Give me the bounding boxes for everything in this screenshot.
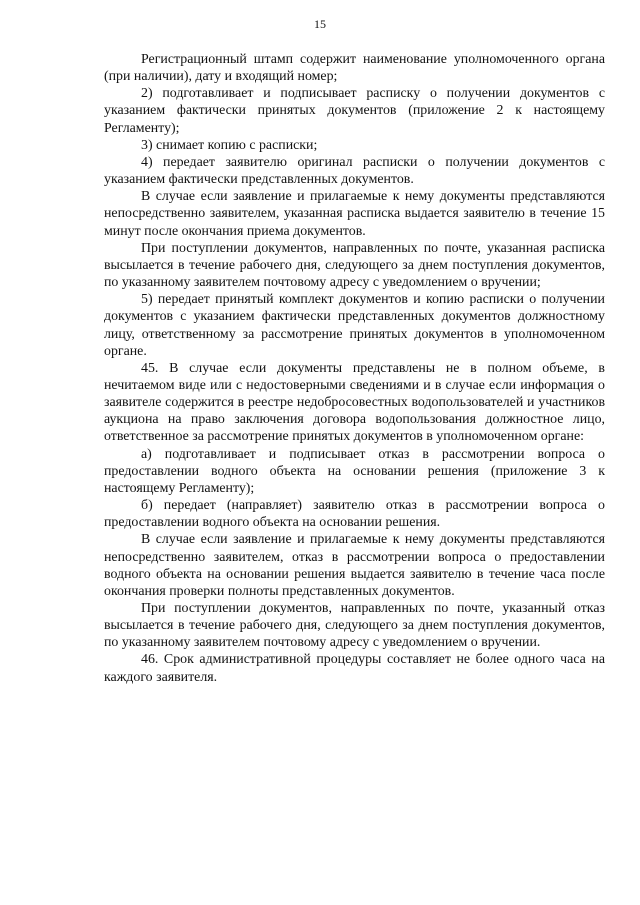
paragraph: б) передает (направляет) заявителю отказ в рассмотрении вопроса о предоставлении водного объекта на основании решения. [104,498,605,531]
paragraph: а) подготавливает и подписывает отказ в рассмотрении вопроса о предоставлении водного объекта на основании решения (приложение 3 к настоящему Регламенту); [104,446,605,496]
paragraph: 3) снимает копию с расписки; [141,137,318,153]
paragraph: При поступлении документов, направленных по почте, указанная расписка высылается в течение рабочего дня, следующего за днем поступления документов, по указанному заявителем почтовому адресу с уведомлением о вручении; [104,240,605,291]
paragraph: В случае если заявление и прилагаемые к нему документы представляются непосредственно заявителем, указанная расписка выдается заявителю в течение 15 минут после окончания приема документов. [104,189,605,239]
page-number: 15 [314,17,326,31]
paragraph: В случае если заявление и прилагаемые к нему документы представляются непосредственно заявителем, отказ в рассмотрении вопроса о предоставлении водного объекта на основании решения выдается заявителю в течение часа после окончания проверки полноты представленных документов. [104,532,605,599]
paragraph: 4) передает заявителю оригинал расписки о получении документов с указанием фактически представленных документов. [104,154,605,188]
paragraph: При поступлении документов, направленных по почте, указанный отказ высылается в течение рабочего дня, следующего за днем поступления документов, по указанному заявителем почтовому адресу с уведомлением о вручении. [104,601,605,651]
paragraph: 2) подготавливает и подписывает расписку о получении документов с указанием фактически принятых документов (приложение 2 к настоящему Регламенту); [104,86,605,136]
paragraph: Регистрационный штамп содержит наименование уполномоченного органа (при наличии), дату и входящий номер; [104,52,605,85]
paragraph: 5) передает принятый комплект документов и копию расписки о получении документов с указанием фактически представленных документов должностному лицу, ответственному за рассмотрение принятых документов в уполномоченном органе. [104,292,605,359]
document-body [104,51,605,686]
paragraph: 46. Срок административной процедуры составляет не более одного часа на каждого заявителя. [104,652,605,685]
paragraph: 45. В случае если документы представлены не в полном объеме, в нечитаемом виде или с недостоверными сведениями и в случае если информация о заявителе содержится в реестре недобросовестных водопользователей и участников аукциона на право заключения договора водопользования должностное лицо, ответственное за рассмотрение принятых документов в уполномоченном органе: [104,360,605,445]
